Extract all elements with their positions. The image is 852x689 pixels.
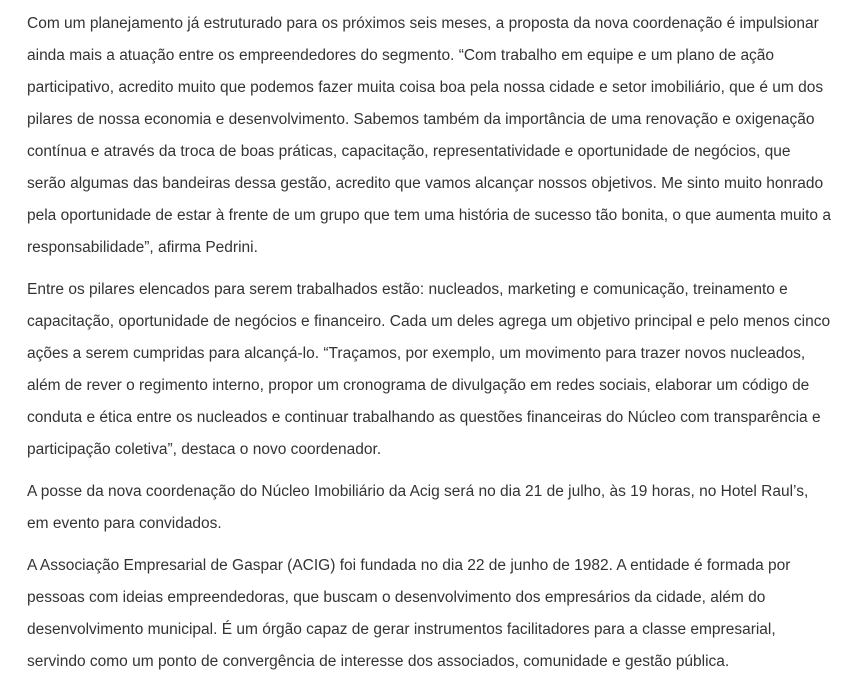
article-paragraph: Entre os pilares elencados para serem trabalhados estão: nucleados, marketing e comunicação, treinamento e capacitação, oportunidade de negócios e financeiro. Cada um deles agrega um objetivo principal e pelo menos cinco ações a serem cumpridas para alcançá-lo. “Traçamos, por exemplo, um movimento para trazer novos nucleados, além de rever o regimento interno, propor um cronograma de divulgação em redes sociais, elaborar um código de conduta e ética entre os nucleados e continuar trabalhando as questões financeiras do Núcleo com transparência e participação coletiva”, destaca o novo coordenador. [27, 281, 831, 458]
article-paragraph: Com um planejamento já estruturado para os próximos seis meses, a proposta da nova coordenação é impulsionar ainda mais a atuação entre os empreendedores do segmento. “Com trabalho em equipe e um plano de ação participativo, acredito muito que podemos fazer muita coisa boa pela nossa cidade e setor imobiliário, que é um dos pilares de nossa economia e desenvolvimento. Sabemos também da importância de uma renovação e oxigenação contínua e através da troca de boas práticas, capacitação, representatividade e oportunidade de negócios, que serão algumas das bandeiras dessa gestão, acredito que vamos alcançar nossos objetivos. Me sinto muito honrado pela oportunidade de estar à frente de um grupo que tem uma história de sucesso tão bonita, o que aumenta muito a responsabilidade”, afirma Pedrini. [27, 15, 831, 256]
article-body [27, 8, 832, 688]
article-paragraph: A Associação Empresarial de Gaspar (ACIG) foi fundada no dia 22 de junho de 1982. A entidade é formada por pessoas com ideias empreendedoras, que buscam o desenvolvimento dos empresários da cidade, além do desenvolvimento municipal. É um órgão capaz de gerar instrumentos facilitadores para a classe empresarial, servindo como um ponto de convergência de interesse dos associados, comunidade e gestão pública. [27, 557, 791, 670]
article-paragraph: A posse da nova coordenação do Núcleo Imobiliário da Acig será no dia 21 de julho, às 19 horas, no Hotel Raul’s, em evento para convidados. [27, 483, 809, 532]
